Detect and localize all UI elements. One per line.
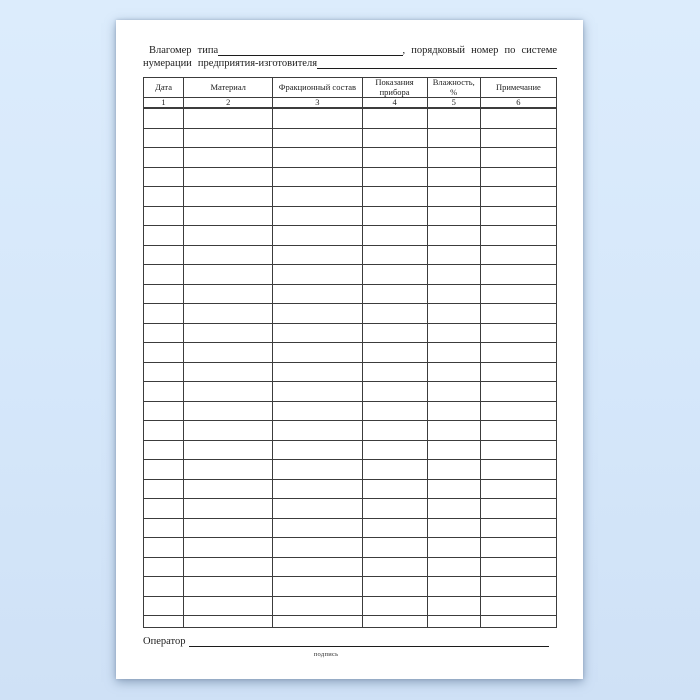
empty-cell xyxy=(427,616,480,628)
table-row xyxy=(144,304,557,324)
empty-cell xyxy=(184,479,273,499)
empty-cell xyxy=(184,343,273,363)
empty-cell xyxy=(427,167,480,187)
empty-cell xyxy=(362,187,427,207)
empty-cell xyxy=(480,323,556,343)
column-number: 3 xyxy=(273,98,362,109)
empty-cell xyxy=(273,245,362,265)
form-intro xyxy=(143,44,557,70)
table-row xyxy=(144,187,557,207)
empty-cell xyxy=(184,577,273,597)
empty-cell xyxy=(480,128,556,148)
empty-cell xyxy=(184,421,273,441)
empty-cell xyxy=(184,323,273,343)
intro-line-1 xyxy=(143,44,557,57)
empty-cell xyxy=(362,460,427,480)
table-row xyxy=(144,167,557,187)
empty-cell xyxy=(427,460,480,480)
empty-cell xyxy=(480,538,556,558)
table-row xyxy=(144,401,557,421)
empty-cell xyxy=(427,304,480,324)
empty-cell xyxy=(427,401,480,421)
table-row xyxy=(144,440,557,460)
table-row xyxy=(144,362,557,382)
empty-cell xyxy=(144,362,184,382)
empty-cell xyxy=(144,460,184,480)
empty-cell xyxy=(184,616,273,628)
empty-cell xyxy=(480,440,556,460)
empty-cell xyxy=(273,538,362,558)
empty-cell xyxy=(480,382,556,402)
empty-cell xyxy=(480,596,556,616)
empty-cell xyxy=(362,304,427,324)
empty-cell xyxy=(144,499,184,519)
empty-cell xyxy=(427,343,480,363)
column-header-moisture-percent: Влажность, % xyxy=(427,78,480,98)
table-row xyxy=(144,343,557,363)
empty-cell xyxy=(362,284,427,304)
empty-cell xyxy=(273,460,362,480)
empty-cell xyxy=(273,577,362,597)
table-body xyxy=(144,108,557,628)
empty-cell xyxy=(184,304,273,324)
empty-cell xyxy=(144,596,184,616)
column-number: 2 xyxy=(184,98,273,109)
empty-cell xyxy=(362,421,427,441)
empty-cell xyxy=(144,616,184,628)
empty-cell xyxy=(144,518,184,538)
empty-cell xyxy=(184,265,273,285)
empty-cell xyxy=(362,382,427,402)
empty-cell xyxy=(362,128,427,148)
column-number: 1 xyxy=(144,98,184,109)
empty-cell xyxy=(427,284,480,304)
column-header-fraction-composition: Фракционный состав xyxy=(273,78,362,98)
table-row xyxy=(144,499,557,519)
empty-cell xyxy=(144,421,184,441)
empty-cell xyxy=(144,265,184,285)
empty-cell xyxy=(362,323,427,343)
empty-cell xyxy=(273,596,362,616)
empty-cell xyxy=(273,226,362,246)
empty-cell xyxy=(427,108,480,128)
empty-cell xyxy=(184,187,273,207)
empty-cell xyxy=(144,440,184,460)
column-header-notes: Примечание xyxy=(480,78,556,98)
signature-caption: подпись xyxy=(313,651,339,658)
table-row xyxy=(144,479,557,499)
empty-cell xyxy=(480,401,556,421)
empty-cell xyxy=(273,499,362,519)
empty-cell xyxy=(273,167,362,187)
table-header-row xyxy=(144,78,557,98)
empty-cell xyxy=(427,226,480,246)
table-row xyxy=(144,616,557,628)
table-row xyxy=(144,128,557,148)
empty-cell xyxy=(184,206,273,226)
empty-cell xyxy=(184,401,273,421)
manufacturer-numbering-label: нумерации предприятия-изготовителя xyxy=(143,58,318,69)
operator-label: Оператор xyxy=(143,636,186,647)
empty-cell xyxy=(144,382,184,402)
empty-cell xyxy=(144,128,184,148)
table-row xyxy=(144,577,557,597)
empty-cell xyxy=(427,596,480,616)
empty-cell xyxy=(427,421,480,441)
empty-cell xyxy=(273,518,362,538)
empty-cell xyxy=(362,206,427,226)
table-row xyxy=(144,323,557,343)
empty-cell xyxy=(362,401,427,421)
column-number: 5 xyxy=(427,98,480,109)
empty-cell xyxy=(427,323,480,343)
empty-cell xyxy=(480,187,556,207)
empty-cell xyxy=(480,284,556,304)
empty-cell xyxy=(184,148,273,168)
table-row xyxy=(144,421,557,441)
empty-cell xyxy=(480,245,556,265)
empty-cell xyxy=(427,187,480,207)
empty-cell xyxy=(362,265,427,285)
empty-cell xyxy=(273,401,362,421)
empty-cell xyxy=(362,518,427,538)
intro-line-2 xyxy=(143,57,557,70)
empty-cell xyxy=(362,362,427,382)
empty-cell xyxy=(144,108,184,128)
empty-cell xyxy=(362,440,427,460)
empty-cell xyxy=(144,284,184,304)
operator-signature-line xyxy=(189,635,549,658)
empty-cell xyxy=(480,421,556,441)
table-row xyxy=(144,596,557,616)
empty-cell xyxy=(480,362,556,382)
empty-cell xyxy=(184,167,273,187)
empty-cell xyxy=(362,148,427,168)
empty-cell xyxy=(144,343,184,363)
table-row xyxy=(144,538,557,558)
empty-cell xyxy=(273,382,362,402)
empty-cell xyxy=(273,421,362,441)
empty-cell xyxy=(362,538,427,558)
empty-cell xyxy=(184,518,273,538)
column-number: 4 xyxy=(362,98,427,109)
column-header-device-readings: Показания прибора xyxy=(362,78,427,98)
empty-cell xyxy=(480,167,556,187)
empty-cell xyxy=(273,479,362,499)
table-row xyxy=(144,382,557,402)
serial-number-label: , порядковый номер по системе xyxy=(402,45,557,56)
empty-cell xyxy=(184,245,273,265)
empty-cell xyxy=(480,226,556,246)
empty-cell xyxy=(144,479,184,499)
empty-cell xyxy=(273,265,362,285)
empty-cell xyxy=(273,187,362,207)
form-page xyxy=(116,20,583,679)
empty-cell xyxy=(273,616,362,628)
empty-cell xyxy=(144,245,184,265)
empty-cell xyxy=(362,499,427,519)
empty-cell xyxy=(273,343,362,363)
measurement-log-table xyxy=(143,77,557,628)
empty-cell xyxy=(273,284,362,304)
empty-cell xyxy=(427,479,480,499)
table-row xyxy=(144,284,557,304)
empty-cell xyxy=(273,128,362,148)
empty-cell xyxy=(184,128,273,148)
column-number: 6 xyxy=(480,98,556,109)
empty-cell xyxy=(144,557,184,577)
empty-cell xyxy=(144,148,184,168)
empty-cell xyxy=(144,538,184,558)
empty-cell xyxy=(144,304,184,324)
column-number-row xyxy=(144,98,557,109)
empty-cell xyxy=(273,440,362,460)
empty-cell xyxy=(480,577,556,597)
empty-cell xyxy=(362,479,427,499)
empty-cell xyxy=(273,148,362,168)
empty-cell xyxy=(427,148,480,168)
empty-cell xyxy=(427,382,480,402)
empty-cell xyxy=(480,499,556,519)
empty-cell xyxy=(480,108,556,128)
empty-cell xyxy=(480,616,556,628)
empty-cell xyxy=(427,245,480,265)
empty-cell xyxy=(273,323,362,343)
empty-cell xyxy=(184,557,273,577)
serial-number-blank-line xyxy=(317,57,557,69)
empty-cell xyxy=(184,226,273,246)
empty-cell xyxy=(362,577,427,597)
form-footer xyxy=(143,635,557,658)
empty-cell xyxy=(362,226,427,246)
empty-cell xyxy=(273,304,362,324)
empty-cell xyxy=(427,362,480,382)
empty-cell xyxy=(427,128,480,148)
empty-cell xyxy=(362,245,427,265)
empty-cell xyxy=(427,538,480,558)
empty-cell xyxy=(480,206,556,226)
empty-cell xyxy=(273,206,362,226)
empty-cell xyxy=(184,382,273,402)
table-row xyxy=(144,108,557,128)
empty-cell xyxy=(427,518,480,538)
empty-cell xyxy=(184,108,273,128)
empty-cell xyxy=(480,460,556,480)
empty-cell xyxy=(427,499,480,519)
empty-cell xyxy=(144,187,184,207)
empty-cell xyxy=(427,557,480,577)
empty-cell xyxy=(273,362,362,382)
empty-cell xyxy=(184,284,273,304)
table-row xyxy=(144,265,557,285)
empty-cell xyxy=(184,460,273,480)
empty-cell xyxy=(480,557,556,577)
empty-cell xyxy=(427,265,480,285)
table-row xyxy=(144,206,557,226)
device-type-blank-line xyxy=(218,44,402,56)
empty-cell xyxy=(362,596,427,616)
empty-cell xyxy=(184,440,273,460)
empty-cell xyxy=(184,596,273,616)
empty-cell xyxy=(480,518,556,538)
table-row xyxy=(144,226,557,246)
empty-cell xyxy=(480,343,556,363)
empty-cell xyxy=(144,226,184,246)
empty-cell xyxy=(362,108,427,128)
empty-cell xyxy=(362,167,427,187)
empty-cell xyxy=(480,304,556,324)
empty-cell xyxy=(144,167,184,187)
device-type-label: Влагомер типа xyxy=(149,45,219,56)
empty-cell xyxy=(427,440,480,460)
empty-cell xyxy=(144,577,184,597)
empty-cell xyxy=(427,206,480,226)
empty-cell xyxy=(362,343,427,363)
column-header-material: Материал xyxy=(184,78,273,98)
empty-cell xyxy=(273,108,362,128)
empty-cell xyxy=(362,616,427,628)
empty-cell xyxy=(273,557,362,577)
empty-cell xyxy=(144,206,184,226)
empty-cell xyxy=(184,499,273,519)
empty-cell xyxy=(184,538,273,558)
table-row xyxy=(144,460,557,480)
empty-cell xyxy=(144,323,184,343)
empty-cell xyxy=(362,557,427,577)
empty-cell xyxy=(144,401,184,421)
empty-cell xyxy=(184,362,273,382)
empty-cell xyxy=(480,265,556,285)
empty-cell xyxy=(427,577,480,597)
table-row xyxy=(144,245,557,265)
empty-cell xyxy=(480,148,556,168)
table-row xyxy=(144,557,557,577)
table-row xyxy=(144,518,557,538)
empty-cell xyxy=(480,479,556,499)
column-header-date: Дата xyxy=(144,78,184,98)
table-row xyxy=(144,148,557,168)
